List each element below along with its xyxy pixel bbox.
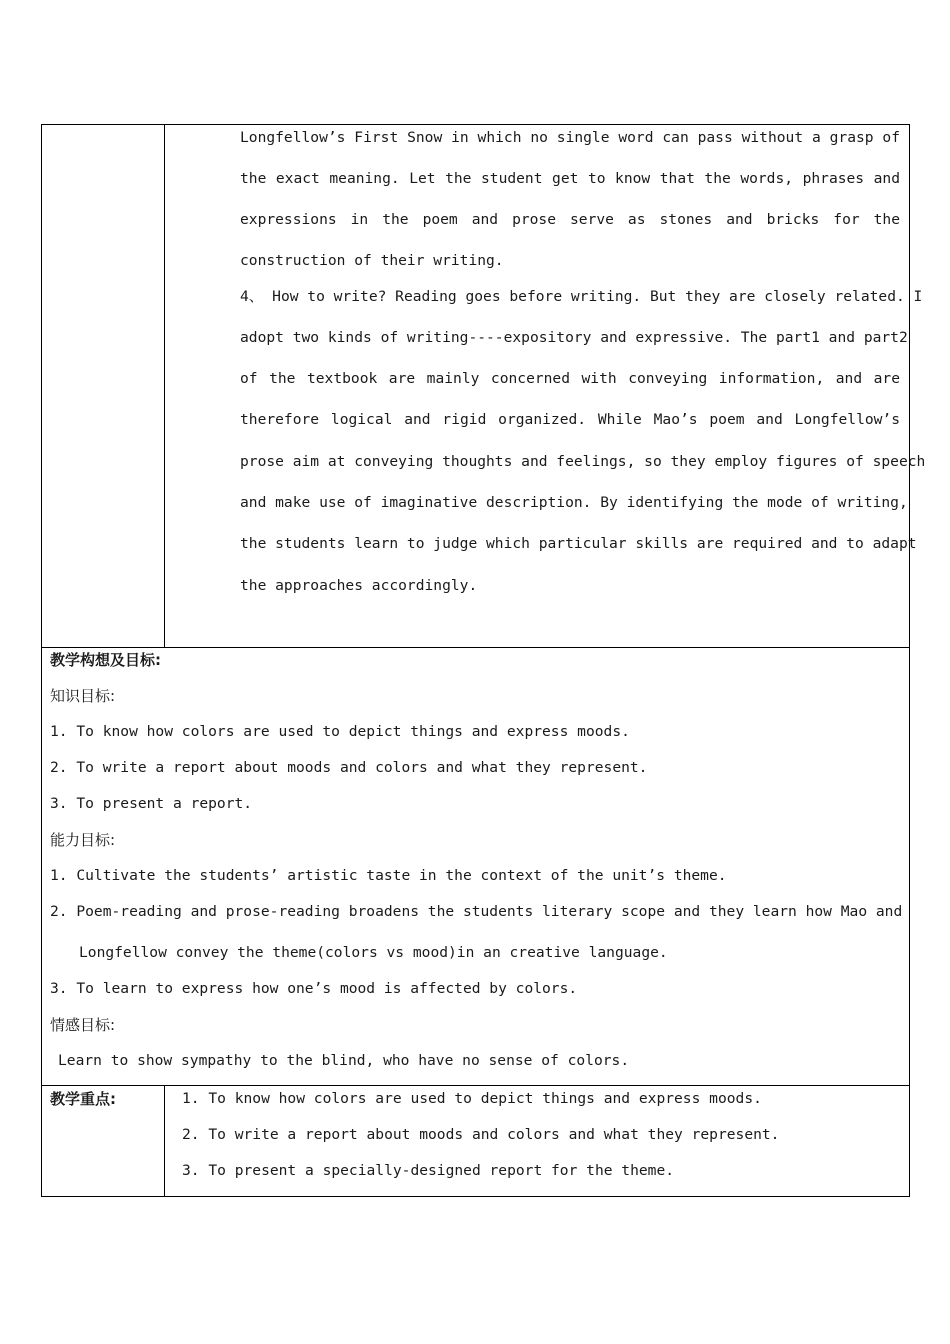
key-points-column-divider — [164, 1085, 165, 1197]
key-point-item: 2. To write a report about moods and colors and what they represent. — [182, 1126, 780, 1143]
emotion-goals-label: 情感目标: — [50, 1016, 116, 1034]
lesson-plan-table — [41, 124, 926, 1197]
paragraph-line: the students learn to judge which particular skills are required and to adapt — [240, 535, 917, 552]
paragraph-line: construction of their writing. — [240, 252, 504, 269]
key-points-top-border — [41, 1085, 910, 1086]
ability-goal-item: 2. Poem-reading and prose-reading broadens the students literary scope and they learn how Mao and — [50, 903, 903, 920]
upper-row-bottom-border — [41, 647, 910, 648]
ability-goals-label: 能力目标: — [50, 831, 116, 849]
paragraph-line: and make use of imaginative description. By identifying the mode of writing, — [240, 494, 908, 511]
ability-goal-item-continued: Longfellow convey the theme(colors vs mood)in an creative language. — [79, 944, 668, 961]
paragraph-line: of the textbook are mainly concerned with conveying information, and are — [240, 370, 900, 387]
key-point-item: 1. To know how colors are used to depict things and express moods. — [182, 1090, 762, 1107]
ability-goal-item: 1. Cultivate the students’ artistic taste in the context of the unit’s theme. — [50, 867, 727, 884]
key-points-label: 教学重点: — [50, 1090, 116, 1108]
paragraph-line: therefore logical and rigid organized. While Mao’s poem and Longfellow’s — [240, 411, 900, 428]
knowledge-goal-item: 1. To know how colors are used to depict things and express moods. — [50, 723, 630, 740]
paragraph-line: adopt two kinds of writing----expository and expressive. The part1 and part2 — [240, 329, 908, 346]
emotion-goal-text: Learn to show sympathy to the blind, who have no sense of colors. — [58, 1052, 630, 1069]
paragraph-line: prose aim at conveying thoughts and feelings, so they employ figures of speech — [240, 453, 926, 470]
section-heading: 教学构想及目标: — [50, 651, 161, 669]
paragraph-line: Longfellow’s First Snow in which no single word can pass without a grasp of — [240, 129, 900, 146]
key-point-item: 3. To present a specially-designed report for the theme. — [182, 1162, 675, 1179]
ability-goal-item: 3. To learn to express how one’s mood is affected by colors. — [50, 980, 578, 997]
paragraph-line: expressions in the poem and prose serve as stones and bricks for the — [240, 211, 900, 228]
knowledge-goal-item: 2. To write a report about moods and colors and what they represent. — [50, 759, 648, 776]
paragraph-line: the approaches accordingly. — [240, 577, 478, 594]
paragraph-line: the exact meaning. Let the student get to know that the words, phrases and — [240, 170, 900, 187]
knowledge-goal-item: 3. To present a report. — [50, 795, 253, 812]
upper-row-column-divider — [164, 124, 165, 647]
paragraph-line: 4、 How to write? Reading goes before writing. But they are closely related. I — [240, 288, 923, 305]
knowledge-goals-label: 知识目标: — [50, 687, 116, 705]
